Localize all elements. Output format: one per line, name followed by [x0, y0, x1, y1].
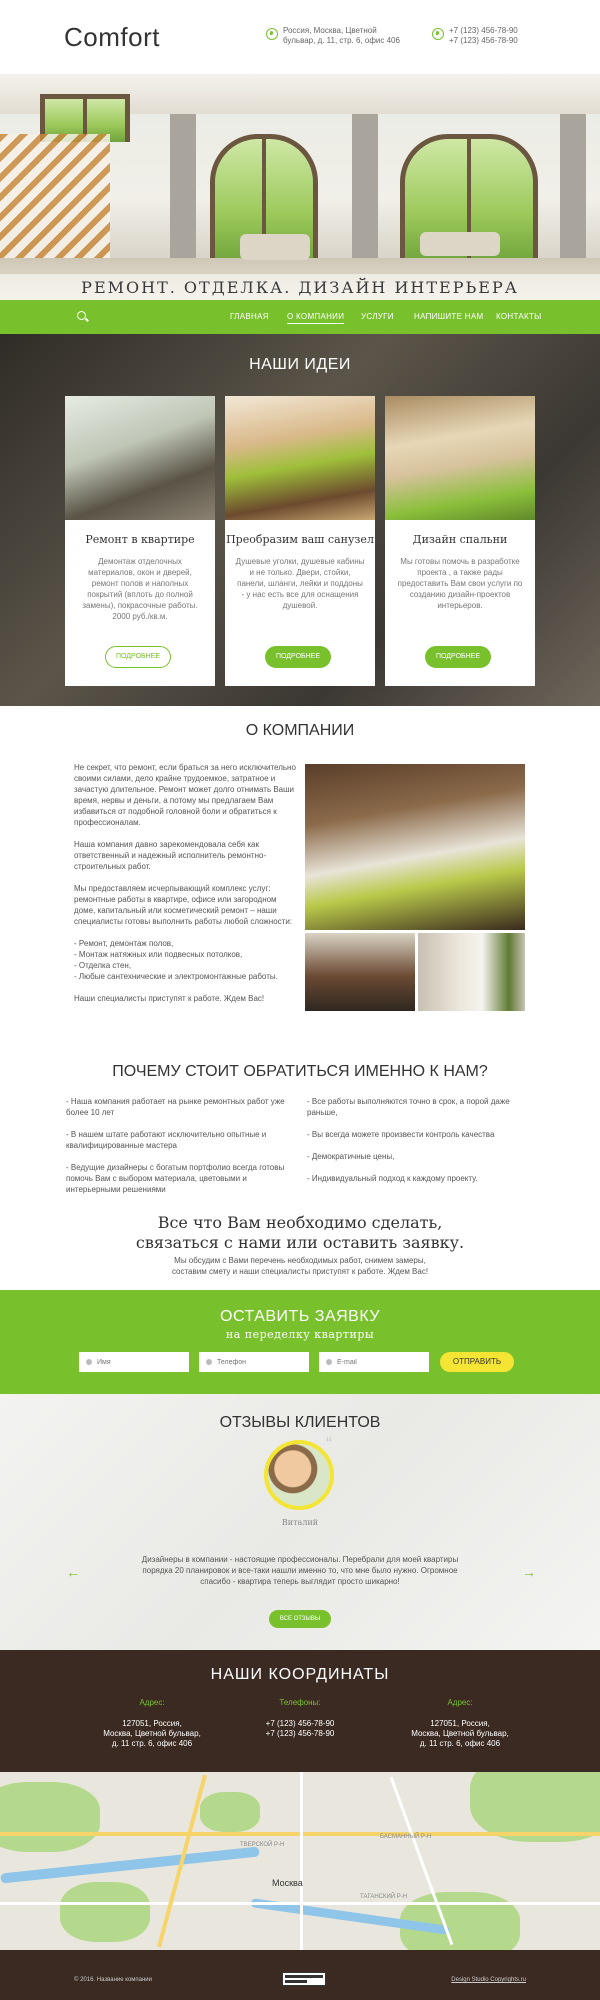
email-input[interactable]	[319, 1352, 429, 1372]
why-left: - Наша компания работает на рынке ремонтных работ уже более 10 лет - В нашем штате работают исключительно опытные и квалифицированные мастера - Ведущие дизайнеры с богатым портфолио всегда готовы помочь Вам с выбором материала, цветовыми и интерьерными решениями	[66, 1097, 285, 1194]
nav-item-contacts[interactable]: КОНТАКТЫ	[496, 312, 542, 321]
more-button[interactable]: ПОДРОБНЕЕ	[265, 646, 331, 668]
reviews-title: ОТЗЫВЫ КЛИЕНТОВ	[219, 1414, 381, 1431]
user-icon	[86, 1359, 92, 1365]
card-image	[65, 396, 215, 520]
arrow-right-icon[interactable]: →	[522, 1564, 536, 1580]
nav-item-about[interactable]: О КОМПАНИИ	[287, 312, 344, 324]
copyright: © 2016. Название компании	[74, 1977, 153, 1983]
header-phones: +7 (123) 456-78-90 +7 (123) 456-78-90	[449, 26, 518, 46]
header-address: Россия, Москва, Цветной бульвар, д. 11, стр. 6, офис 406	[283, 26, 400, 46]
about-image-interior	[305, 933, 415, 1011]
contact-phones: Телефоны: +7 (123) 456-78-90 +7 (123) 456-78-90	[265, 1698, 335, 1738]
phone-icon	[432, 28, 444, 40]
phone-icon	[206, 1359, 212, 1365]
phone-input[interactable]	[199, 1352, 309, 1372]
idea-card	[385, 396, 535, 686]
name-input[interactable]	[79, 1352, 189, 1372]
card-title: Дизайн спальни	[412, 533, 508, 546]
form-title: ОСТАВИТЬ ЗАЯВКУ	[220, 1308, 380, 1325]
about-text: Не секрет, что ремонт, если браться за него исключительно своими силами, дело крайне трудоемкое, затратное и зачастую длительное. Ремонт может долго отнимать Ваши время, нервы и деньги, а потому мы предлагаем Вам избавиться от подобной головной боли и обратиться к профессионалам. Наша компания давно зарекомендовала себя как ответственный и надежный исполнитель ремонтно-строительных работ. Мы предоставляем исчерпывающий комплекс услуг: ремонтные работы в квартире, офисе или загородном доме, капитальный или косметический ремонт – наши специалисты готовы выполнить работы любой сложности: - Ремонт, демонтаж полов, - Монтаж натяжных или подвесных потолков, - Отделка стен, - Любые сантехнические и электромонтажные работы. Наши специалисты приступят к работе. Ждем Вас!	[74, 763, 296, 1003]
mail-icon	[326, 1359, 332, 1365]
main-nav	[0, 300, 600, 334]
hero-banner	[0, 74, 600, 300]
counter-badge[interactable]	[282, 1972, 326, 1986]
cta-subtext: Мы обсудим с Вами перечень необходимых работ, снимем замеры, составим смету и наши специалисты приступят к работе. Ждем Вас!	[171, 1256, 429, 1276]
why-right: - Все работы выполняются точно в срок, а порой даже раньше, - Вы всегда можете произвести контроль качества - Демократичные цены, - Индивидуальный подход к каждому проекту.	[307, 1097, 510, 1183]
hero-title-bar	[0, 274, 600, 300]
why-title: ПОЧЕМУ СТОИТ ОБРАТИТЬСЯ ИМЕННО К НАМ?	[112, 1063, 488, 1080]
site-header	[0, 0, 600, 74]
contacts-section	[0, 1650, 600, 1772]
nav-item-services[interactable]: УСЛУГИ	[361, 312, 394, 321]
quote-icon: “	[326, 1434, 332, 1454]
review-text: Дизайнеры в компании - настоящие профессионалы. Перебрали для моей квартиры порядка 20 планировок и все-таки нашли именно то, что мне было нужно. Огромное спасибо - квартира теперь выглядит просто шикарно!	[141, 1555, 459, 1586]
card-title: Преобразим ваш санузел	[226, 533, 374, 546]
idea-card	[225, 396, 375, 686]
contact-address: Адрес: 127051, Россия, Москва, Цветной бульвар, д. 11 стр. 6, офис 406	[103, 1698, 201, 1748]
about-image-kitchen	[305, 764, 525, 930]
cta-heading: Все что Вам необходимо сделать, связаться с нами или оставить заявку.	[135, 1213, 465, 1252]
contacts-title: НАШИ КООРДИНАТЫ	[210, 1666, 390, 1683]
submit-button[interactable]: ОТПРАВИТЬ	[440, 1352, 514, 1372]
logo[interactable]: Comfort	[64, 22, 160, 52]
contact-address-2: Адрес: 127051, Россия, Москва, Цветной бульвар, д. 11 стр. 6, офис 406	[411, 1698, 509, 1748]
card-text: Душевые уголки, душевые кабины и не только. Двери, стойки, панели, шланги, лейки и поддоны - у нас есть все для оснащения душевой.	[235, 557, 365, 610]
ideas-title: НАШИ ИДЕИ	[249, 356, 351, 373]
arrow-left-icon[interactable]: ←	[66, 1564, 80, 1580]
avatar	[264, 1440, 334, 1510]
about-title: О КОМПАНИИ	[245, 722, 355, 739]
nav-item-write-us[interactable]: НАПИШИТЕ НАМ	[414, 312, 484, 321]
request-form	[0, 1290, 600, 1394]
card-image	[225, 396, 375, 520]
site-footer	[0, 1950, 600, 2000]
ideas-section	[0, 334, 600, 706]
card-text: Демонтаж отделочных материалов, окон и дверей, ремонт полов и наполных покрытий (вплоть до полной замены), покрасочные работы. 2000 руб./кв.м.	[82, 557, 198, 621]
location-pin-icon	[266, 28, 278, 40]
reviews-section	[0, 1394, 600, 1650]
all-reviews-button[interactable]: ВСЕ ОТЗЫВЫ	[269, 1610, 331, 1628]
more-button[interactable]: ПОДРОБНЕЕ	[105, 646, 171, 668]
card-image	[385, 396, 535, 520]
reviewer-name: Виталий	[281, 1518, 319, 1527]
map[interactable]: Москва ТВЕРСКОЙ Р-Н БАСМАННЫЙ Р-Н ТАГАНСКИЙ Р-Н	[0, 1772, 600, 1950]
card-text: Мы готовы помочь в разработке проекта , а также рады предоставить Вам свои услуги по созданию дизайн-проектов интерьеров.	[397, 557, 523, 610]
search-icon[interactable]	[77, 311, 86, 320]
map-city-label: Москва	[272, 1878, 303, 1888]
about-image-door	[418, 933, 525, 1011]
card-title: Ремонт в квартире	[85, 533, 195, 546]
more-button[interactable]: ПОДРОБНЕЕ	[425, 646, 491, 668]
form-subtitle: на переделку квартиры	[225, 1328, 375, 1341]
idea-card	[65, 396, 215, 686]
nav-item-home[interactable]: ГЛАВНАЯ	[230, 312, 269, 321]
hero-title: РЕМОНТ. ОТДЕЛКА. ДИЗАЙН ИНТЕРЬЕРА	[81, 278, 519, 297]
design-credit-link[interactable]: Design Studio Copyrights.ru	[451, 1977, 526, 1983]
